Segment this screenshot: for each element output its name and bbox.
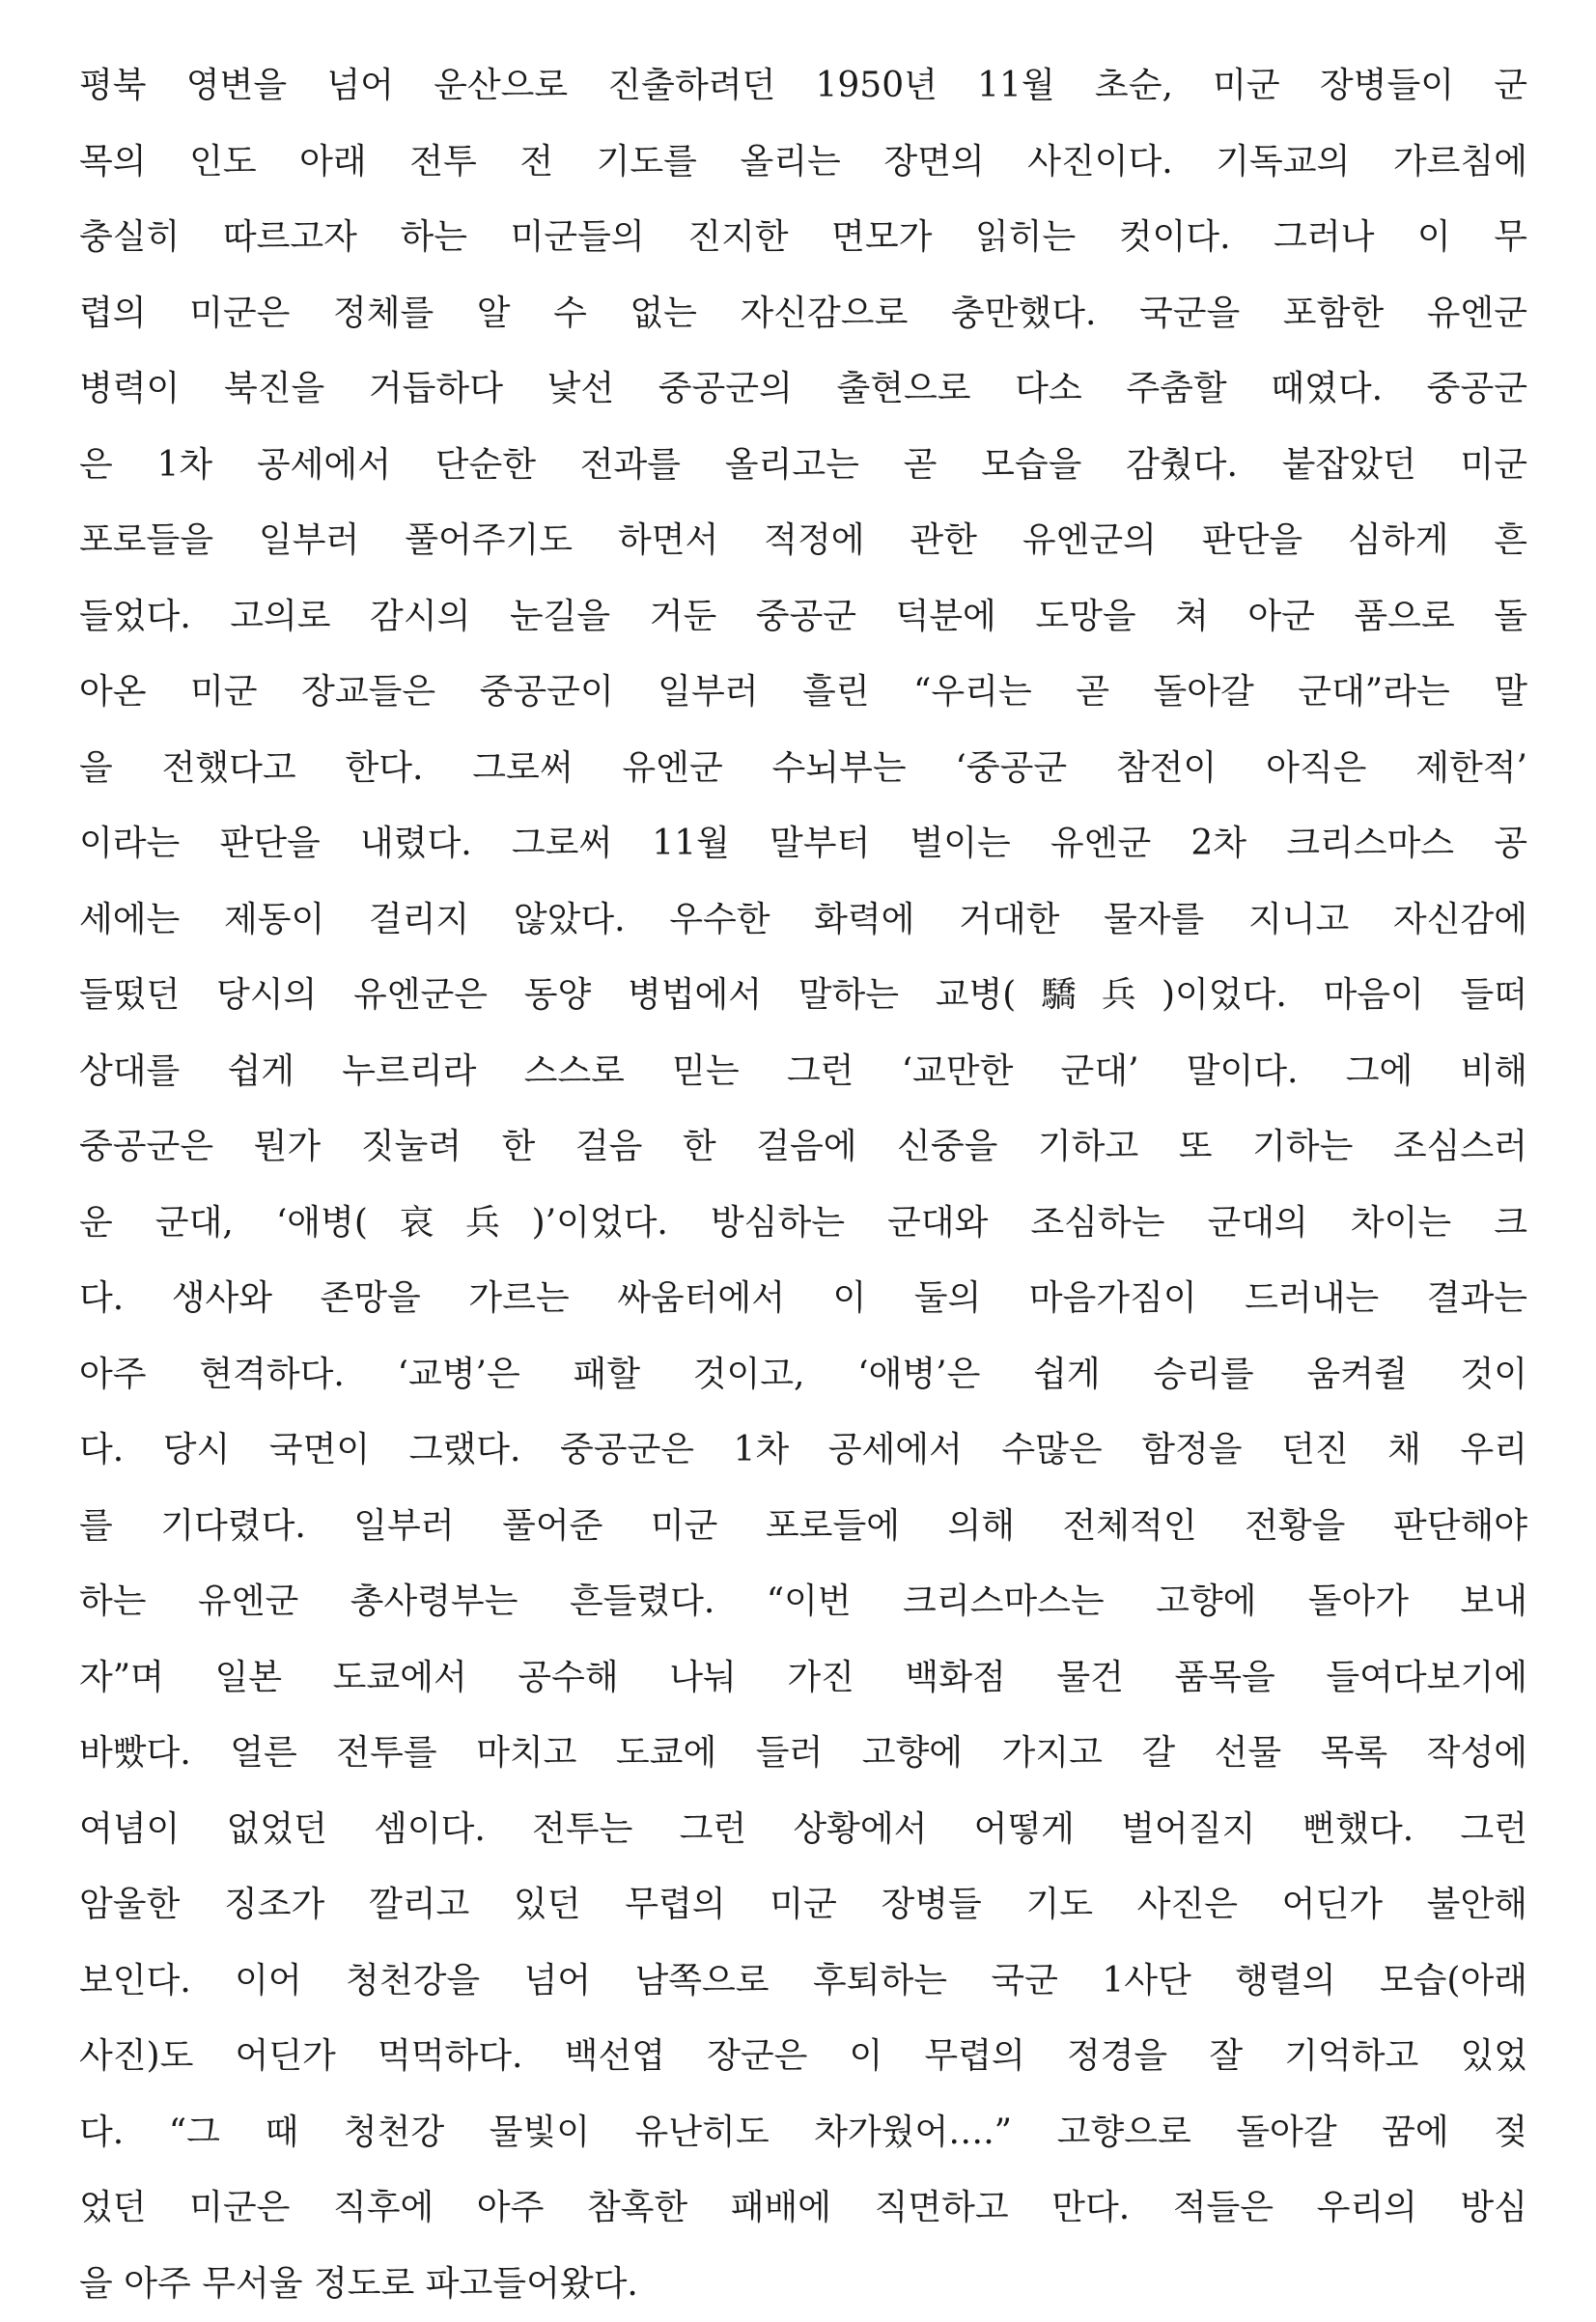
text-line-10: 을 전했다고 한다. 그로써 유엔군 수뇌부는 ‘중공군 참전이 아직은 제한적’ (79, 731, 1527, 807)
text-line-12: 세에는 제동이 걸리지 않았다. 우수한 화력에 거대한 물자를 지니고 자신감에 (79, 882, 1527, 959)
text-line-1: 평북 영변을 넘어 운산으로 진출하려던 1950년 11월 초순, 미군 장병들이 군 (79, 48, 1527, 125)
text-line-22: 자”며 일본 도쿄에서 공수해 나눠 가진 백화점 물건 품목을 들여다보기에 (79, 1640, 1527, 1717)
text-line-15: 중공군은 뭔가 짓눌려 한 걸음 한 걸음에 신중을 기하고 또 기하는 조심스러 (79, 1109, 1527, 1186)
text-line-21: 하는 유엔군 총사령부는 흔들렸다. “이번 크리스마스는 고향에 돌아가 보내 (79, 1564, 1527, 1640)
text-line-14: 상대를 쉽게 누르리라 스스로 믿는 그런 ‘교만한 군대’ 말이다. 그에 비해 (79, 1034, 1527, 1110)
text-line-4: 렵의 미군은 정체를 알 수 없는 자신감으로 충만했다. 국군을 포함한 유엔군 (79, 276, 1527, 352)
text-line-30: 을 아주 무서울 정도로 파고들어왔다. (79, 2247, 1527, 2322)
text-line-18: 아주 현격하다. ‘교병’은 패할 것이고, ‘애병’은 쉽게 승리를 움켜쥘 것이 (79, 1337, 1527, 1413)
text-line-11: 이라는 판단을 내렸다. 그로써 11월 말부터 벌이는 유엔군 2차 크리스마스 공 (79, 806, 1527, 882)
text-line-2: 목의 인도 아래 전투 전 기도를 올리는 장면의 사진이다. 기독교의 가르침에 (79, 125, 1527, 201)
text-line-20: 를 기다렸다. 일부러 풀어준 미군 포로들에 의해 전체적인 전황을 판단해야 (79, 1489, 1527, 1565)
text-line-16: 운 군대, ‘애병(哀兵)’이었다. 방심하는 군대와 조심하는 군대의 차이는 크 (79, 1186, 1527, 1262)
text-line-8: 들었다. 고의로 감시의 눈길을 거둔 중공군 덕분에 도망을 쳐 아군 품으로 돌 (79, 579, 1527, 656)
text-line-23: 바빴다. 얼른 전투를 마치고 도쿄에 들러 고향에 가지고 갈 선물 목록 작성에 (79, 1716, 1527, 1792)
text-line-19: 다. 당시 국면이 그랬다. 중공군은 1차 공세에서 수많은 함정을 던진 채 우리 (79, 1413, 1527, 1489)
text-line-29: 었던 미군은 직후에 아주 참혹한 패배에 직면하고 만다. 적들은 우리의 방심 (79, 2170, 1527, 2247)
text-line-17: 다. 생사와 존망을 가르는 싸움터에서 이 둘의 마음가짐이 드러내는 결과는 (79, 1261, 1527, 1337)
text-line-25: 암울한 징조가 깔리고 있던 무렵의 미군 장병들 기도 사진은 어딘가 불안해 (79, 1867, 1527, 1944)
document-page (79, 48, 1527, 2322)
text-line-24: 여념이 없었던 셈이다. 전투는 그런 상황에서 어떻게 벌어질지 뻔했다. 그런 (79, 1792, 1527, 1868)
text-line-7: 포로들을 일부러 풀어주기도 하면서 적정에 관한 유엔군의 판단을 심하게 흔 (79, 503, 1527, 579)
text-line-6: 은 1차 공세에서 단순한 전과를 올리고는 곧 모습을 감췄다. 붙잡았던 미군 (79, 428, 1527, 504)
text-line-28: 다. “그 때 청천강 물빛이 유난히도 차가웠어….” 고향으로 돌아갈 꿈에 젖 (79, 2095, 1527, 2171)
text-line-9: 아온 미군 장교들은 중공군이 일부러 흘린 “우리는 곧 돌아갈 군대”라는 말 (79, 655, 1527, 731)
text-line-5: 병력이 북진을 거듭하다 낯선 중공군의 출현으로 다소 주춤할 때였다. 중공군 (79, 351, 1527, 428)
text-line-26: 보인다. 이어 청천강을 넘어 남쪽으로 후퇴하는 국군 1사단 행렬의 모습(아래 (79, 1944, 1527, 2020)
text-line-3: 충실히 따르고자 하는 미군들의 진지한 면모가 읽히는 컷이다. 그러나 이 무 (79, 200, 1527, 276)
text-line-13: 들떴던 당시의 유엔군은 동양 병법에서 말하는 교병(驕兵)이었다. 마음이 들떠 (79, 958, 1527, 1034)
text-line-27: 사진)도 어딘가 먹먹하다. 백선엽 장군은 이 무렵의 정경을 잘 기억하고 있었 (79, 2019, 1527, 2095)
